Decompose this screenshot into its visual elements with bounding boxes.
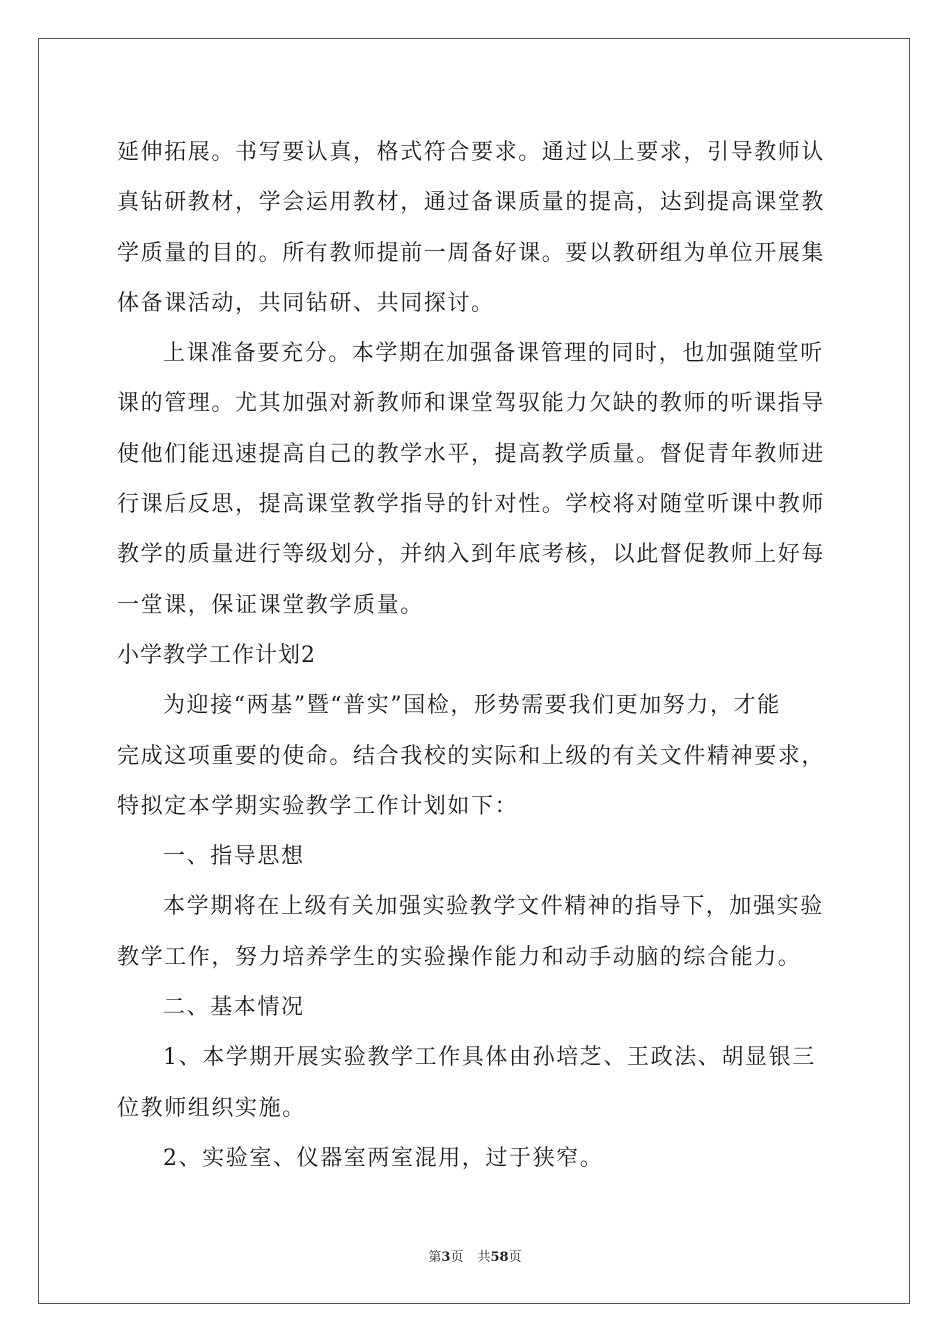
page-footer bbox=[0, 1246, 950, 1265]
text-line: 真钻研教材，学会运用教材，通过备课质量的提高，达到提高课堂教 bbox=[117, 190, 826, 216]
total-suffix: 页 bbox=[508, 1250, 522, 1265]
text-line: 行课后反思，提高课堂教学指导的针对性。学校将对随堂听课中教师 bbox=[117, 492, 826, 518]
text-line: 课的管理。尤其加强对新教师和课堂驾驭能力欠缺的教师的听课指导 bbox=[117, 391, 826, 417]
text-line: 2、实验室、仪器室两室混用，过于狭窄。 bbox=[163, 1145, 604, 1171]
text-line: 上课准备要充分。本学期在加强备课管理的同时，也加强随堂听 bbox=[163, 341, 824, 367]
text-line: 延伸拓展。书写要认真，格式符合要求。通过以上要求，引导教师认 bbox=[117, 140, 826, 165]
subheading-basic-situation: 二、基本情况 bbox=[163, 995, 305, 1021]
page-suffix: 页 bbox=[450, 1250, 464, 1265]
total-prefix: 共 bbox=[477, 1250, 491, 1265]
document-body bbox=[117, 128, 835, 1184]
text-line: 学质量的目的。所有教师提前一周备好课。要以教研组为单位开展集 bbox=[117, 240, 826, 266]
page-number: 3 bbox=[441, 1250, 451, 1265]
text-line: 为迎接“两基”暨“普实”国检，形势需要我们更加努力，才能 bbox=[163, 693, 781, 719]
section-heading: 小学教学工作计划2 bbox=[117, 642, 316, 668]
total-pages: 58 bbox=[490, 1250, 509, 1265]
text-line: 1、本学期开展实验教学工作具体由孙培芝、王政法、胡显银三 bbox=[163, 1045, 816, 1071]
text-line: 本学期将在上级有关加强实验教学文件精神的指导下，加强实验 bbox=[163, 894, 824, 920]
text-line: 教学的质量进行等级划分，并纳入到年底考核，以此督促教师上好每 bbox=[117, 542, 826, 568]
text-line: 特拟定本学期实验教学工作计划如下： bbox=[117, 793, 519, 819]
subheading-guiding-thought: 一、指导思想 bbox=[163, 844, 305, 870]
text-line: 使他们能迅速提高自己的教学水平，提高教学质量。督促青年教师进 bbox=[117, 441, 826, 467]
page-prefix: 第 bbox=[428, 1250, 442, 1265]
text-line: 教学工作，努力培养学生的实验操作能力和动手动脑的综合能力。 bbox=[117, 944, 802, 970]
text-line: 体备课活动，共同钻研、共同探讨。 bbox=[117, 290, 495, 316]
text-line: 一堂课，保证课堂教学质量。 bbox=[117, 592, 424, 618]
text-line: 位教师组织实施。 bbox=[117, 1095, 306, 1121]
text-line: 完成这项重要的使命。结合我校的实际和上级的有关文件精神要求， bbox=[117, 743, 826, 769]
